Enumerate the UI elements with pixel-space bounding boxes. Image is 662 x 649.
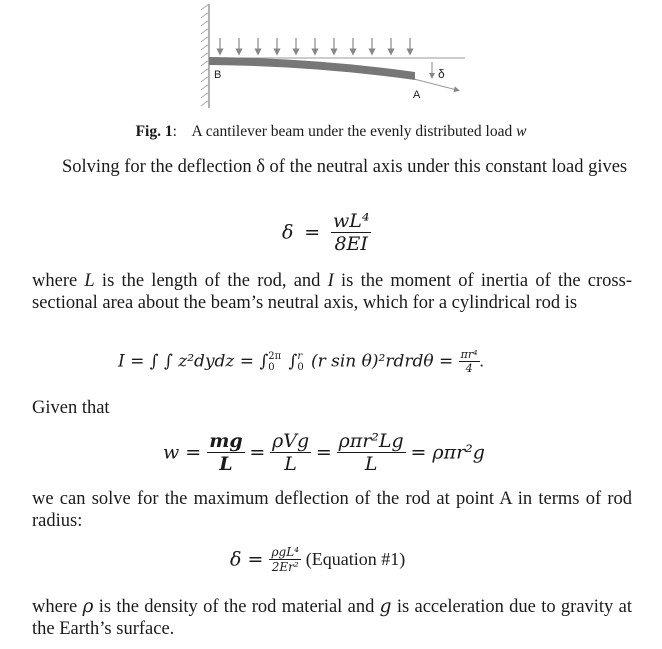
eq2-int1: ∫ — [259, 351, 269, 372]
paragraph-4: we can solve for the maximum deflection of the rod at point A in terms of rod radius: — [32, 489, 632, 531]
para2-var-l: L — [84, 271, 95, 291]
para5-text-3: is acceleration due to gravity at the Earth’s surface. — [32, 597, 632, 639]
figure-caption: Fig. 1: A cantilever beam under the evenly distributed load w — [135, 123, 527, 140]
label-b: B — [214, 69, 222, 81]
eq3-f1-denominator: L — [207, 452, 244, 475]
paragraph-1: Solving for the deflection δ of the neutral axis under this constant load gives — [62, 157, 628, 177]
label-delta: δ — [438, 67, 445, 81]
distributed-load-arrows — [220, 38, 410, 52]
paragraph-5 — [32, 596, 632, 640]
eq3-rhs: = ρπr²g — [410, 441, 485, 464]
paragraph-3: Given that — [32, 398, 110, 418]
eq3-f3-numerator: ρπr²Lg — [338, 430, 404, 452]
eq1-lhs: δ — [282, 221, 294, 244]
eq4-numerator: ρgL⁴ — [271, 545, 299, 559]
eq2-numerator: πr⁴ — [460, 348, 478, 361]
eq3-lhs: w = — [163, 441, 208, 464]
para5-text-1: where — [32, 597, 83, 617]
eq2-sup2: r — [297, 350, 303, 362]
eq2-sup1: 2π — [268, 350, 282, 362]
caption-number: Fig. 1 — [135, 123, 173, 140]
equation-moment-of-inertia: I = ∫ ∫ z²dydz = ∫ 2π 0 ∫ r 0 (r sin θ)²rdrdθ = $\frac{\text{πr⁴}}{4}$ . — [118, 348, 484, 375]
para2-text-2: is the length of the rod, and — [94, 271, 328, 291]
eq3-f3-denominator: L — [337, 452, 406, 475]
para5-var-rho: ρ — [82, 596, 94, 617]
eq3-f1-numerator: mg — [209, 430, 243, 452]
eq2-sub1: 0 — [268, 361, 275, 373]
eq3-f2-denominator: L — [270, 452, 311, 475]
para5-var-g: g — [379, 596, 392, 617]
eq2-sub2: 0 — [297, 361, 304, 373]
para2-text-1: where — [32, 271, 85, 291]
equation-1 — [230, 545, 405, 574]
caption-text: A cantilever beam under the evenly distributed load — [191, 123, 513, 140]
eq4-lhs: δ = — [230, 548, 270, 571]
eq3-f2-numerator: ρVg — [272, 430, 310, 452]
cantilever-beam-figure — [195, 0, 475, 110]
eq2-denominator: 4 — [459, 361, 480, 375]
eq2-part1: I = ∫ ∫ z²dydz = — [118, 351, 260, 372]
eq4-denominator: 2Er² — [269, 559, 301, 574]
caption-var: w — [516, 123, 527, 140]
para5-text-2: is the density of the rod material and — [93, 597, 380, 617]
label-a: A — [413, 89, 421, 101]
eq2-int2: ∫ — [288, 351, 298, 372]
eq1-numerator: wL⁴ — [332, 210, 370, 232]
eq1-denominator: 8EI — [331, 232, 372, 255]
para2-text-3: is the moment of inertia of the cross-sectional area about the beam’s neutral axis, which for a cylindrical rod is — [32, 271, 632, 313]
paragraph-2 — [32, 270, 632, 314]
deflected-beam — [209, 57, 415, 80]
eq2-part2: (r sin θ)²rdrdθ = — [310, 351, 459, 372]
wall-hatching — [201, 4, 209, 108]
equation-load: w = $\frac{mg}{L}$ = $\frac{\text{ρVg}}{L}$ = $\frac{\text{ρπr²Lg}}{L}$ = ρπr²g — [163, 430, 485, 475]
para2-var-i: I — [327, 271, 334, 291]
equation-deflection: δ = $\frac{\text{wL⁴}}{8EI}$ — [282, 210, 370, 255]
eq4-tag: (Equation #1) — [305, 549, 406, 569]
